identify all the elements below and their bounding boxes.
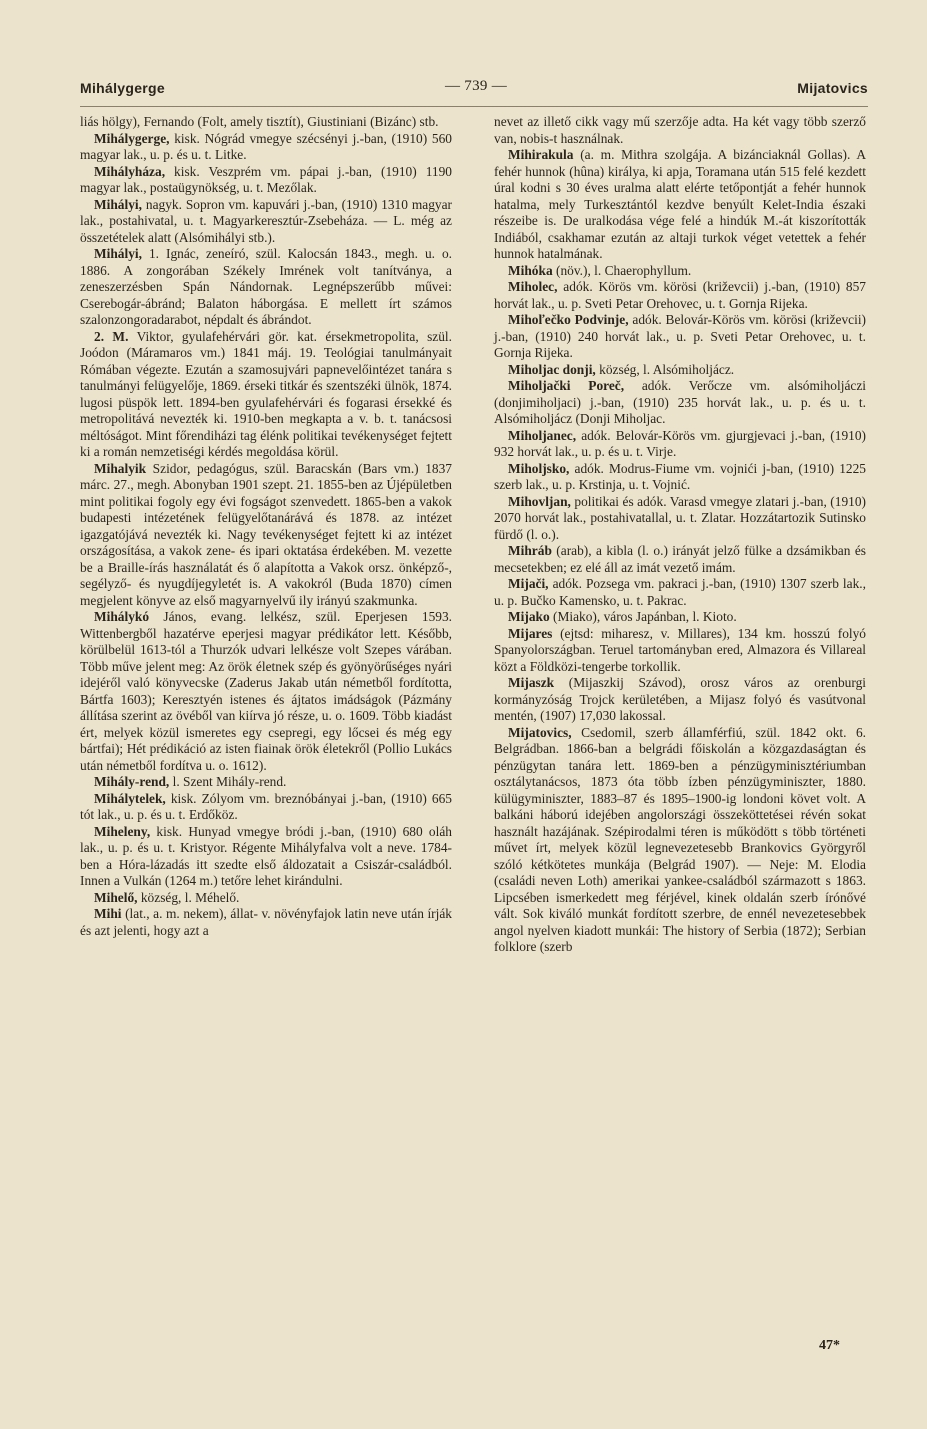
entry-headword: Miholec, xyxy=(508,279,558,294)
page-number: — 739 — xyxy=(444,78,508,94)
entry-headword: Mihóka xyxy=(508,262,553,278)
entry-headword: Mijares xyxy=(508,625,553,641)
entry-text: nagyk. Sopron vm. kapuvári j.-ban, (1910) 1310 magyar lak., postahivatal, u. t. Magyarkeresztúr-Zsebeháza. — L. még az összetételek alatt (Alsómihályi stb.). xyxy=(80,196,452,245)
dictionary-entry xyxy=(494,576,866,609)
entry-text: adók. Verőcze vm. alsómiholjáczi (donjimiholjaci) j.-ban, (1910) 235 horvát lak., u. p. és u. t. Alsómiholjácz (Donji Miholjac. xyxy=(494,378,866,426)
dictionary-entry xyxy=(80,114,452,131)
entry-text: kisk. Zólyom vm. breznóbányai j.-ban, (1910) 665 tót lak., u. p. és u. t. Erdőköz. xyxy=(80,790,452,822)
dictionary-entry xyxy=(80,774,452,791)
header-left-keyword: Mihálygerge xyxy=(80,80,165,96)
entry-text: (Miako), város Japánban, l. Kioto. xyxy=(549,609,737,624)
dictionary-entry xyxy=(494,609,866,626)
entry-text: adók. Belovár-Körös vm. körösi (križevcii) j.-ban, (1910) 240 horvát lak., u. p. Sveti Petar Orehovec, u. t. Gornja Rijeka. xyxy=(494,312,867,360)
dictionary-entry xyxy=(494,114,866,147)
entry-text: (növ.), l. Chaerophyllum. xyxy=(552,262,692,278)
entry-headword: Mijaszk xyxy=(508,675,555,690)
dictionary-entry xyxy=(494,263,866,280)
entry-headword: Mihovljan, xyxy=(508,493,571,509)
entry-headword: Mihály-rend, xyxy=(94,774,170,789)
entry-text: (a. m. Mithra szolgája. A bizánciaknál Gollas). A fehér hunnok (hûna) királya, ki apja, Toramana után 515 felé kezdett úral kodni s 30 éves uralma alatt elérte tetőpontját a fehér hunnok hatalma, mely Turkesztántól kezdve benyúlt Kelet-India északi részeibe is. De uralkodása vége felé a hindúk M.-át kiszorították Indiából, csakhamar ezután az altaji turkok véget vetettek a fehér hunnok hatalmának. xyxy=(494,147,866,261)
dictionary-entry xyxy=(80,246,452,329)
right-column xyxy=(494,114,866,956)
dictionary-entry xyxy=(80,461,452,610)
entry-text: kisk. Nógrád vmegye szécsényi j.-ban, (1910) 560 magyar lak., u. p. és u. t. Litke. xyxy=(80,130,452,162)
entry-headword: Mihálytelek, xyxy=(94,790,166,806)
dictionary-entry xyxy=(80,791,452,824)
dictionary-entry xyxy=(80,609,452,774)
dictionary-entry xyxy=(494,543,866,576)
entry-text: Viktor, gyulafehérvári gör. kat. érsekmetropolita, szül. Joódon (Máramaros vm.) 1841 máj. 19. Teológiai tanulmányait Rómában végezte. Ezután a szamosujvári papnevelőintézet tanára s tanulmányi felügyelője, 1869. érseki titkár és szentszéki ülnök, 1874. lugosi püspök lett. 1894-ben gyulafehérvári és fogarasi érsekké és metropolitává nevezték ki. 1910-ben megkapta a v. b. t. tanácsosi méltóságot. Mint főrendiházi tag élénk politikai tevékenységet fejtett ki a román nemzetiségi kérdés megoldása körül. xyxy=(80,328,452,459)
dictionary-entry xyxy=(494,626,866,676)
entry-text: 1. Ignác, zeneíró, szül. Kalocsán 1843., megh. u. o. 1886. A zongorában Székely Imrének volt tanítványa, a zeneszerzésben Spán Nándornak. Legnépszerűbb művei: Cserebogár-ábránd; Balaton háborgása. E mellett írt számos szalonzongoradarabot, népdalt és ábrándot. xyxy=(80,246,452,327)
signature-mark: 47* xyxy=(819,1338,840,1353)
dictionary-entry xyxy=(494,494,866,544)
left-column xyxy=(80,114,452,939)
dictionary-entry xyxy=(80,824,452,890)
entry-text: adók. Modrus-Fiume vm. vojnići j-ban, (1910) 1225 szerb lak., u. p. Krstinja, u. t. Vojnić. xyxy=(494,460,866,492)
entry-headword: Miholjački Poreč, xyxy=(508,378,625,393)
entry-text: Szidor, pedagógus, szül. Baracskán (Bars vm.) 1837 márc. 27., megh. Abonyban 1901 szept. 21. 1855-ben az Újépületben mint politikai fogoly egy évi fogságot szenvedett. 1865-ben a vakok budapesti intézetének felügyelőtanárává és 1878. az intézet igazgatójává nevezték ki. Nagy tevékenységet fejtett ki az intézet országosítása, a vakok zene- és ipari oktatása érdekében. M. vezette be a Braille-írás használatát és ő alapította a Vakok orsz. önképző-, segélyző- és nyugdíjegyletét is. A vakokról (Buda 1870) címen megjelent könyve az első magyarnyelvű ily irányú szakmunka. xyxy=(80,460,452,608)
entry-headword: Mihoľečko Podvinje, xyxy=(508,312,629,327)
dictionary-entry xyxy=(494,725,866,956)
entry-text: község, l. Alsómiholjácz. xyxy=(595,361,735,377)
entry-text: adók. Belovár-Körös vm. gjurgjevaci j.-ban, (1910) 932 horvát lak., u. p. és u. t. Virje. xyxy=(494,427,866,459)
dictionary-entry xyxy=(494,362,866,379)
entry-headword: Mihalyik xyxy=(94,460,147,476)
entry-headword: Mijako xyxy=(508,609,550,624)
entry-headword: Miholjsko, xyxy=(508,460,570,476)
entry-headword: Mihi xyxy=(94,906,122,921)
entry-text: nevet az illető cikk vagy mű szerzője adta. Ha két vagy több szerző van, nobis-t használnak. xyxy=(494,114,866,146)
entry-headword: Miheleny, xyxy=(94,823,151,839)
header-rule xyxy=(80,106,868,107)
dictionary-entry xyxy=(494,675,866,725)
dictionary-entry xyxy=(80,906,452,939)
entry-text: (Mijaszkij Szávod), orosz város az orenburgi kormányzóság Trojck kerületében, a Mijasz folyó és vasútvonal mentén, (1907) 17,030 lakossal. xyxy=(494,675,866,723)
entry-text: (arab), a kibla (l. o.) irányát jelző fülke a dzsámikban és mecsetekben; ez elé áll az imát vezető imám. xyxy=(494,543,866,575)
dictionary-entry xyxy=(80,890,452,907)
entry-text: liás hölgy), Fernando (Folt, amely tisztít), Giustiniani (Bizánc) stb. xyxy=(80,114,439,129)
entry-text: község, l. Méhelő. xyxy=(137,889,240,905)
entry-text: kisk. Hunyad vmegye bródi j.-ban, (1910) 680 oláh lak., u. p. és u. t. Kristyor. Régente Mihályfalva volt a neve. 1784-ben a Hóra-lázadás itt szedte első áldozatait a Csiszár-családból. Innen a Vulkán (1264 m.) tetőre lehet kirándulni. xyxy=(80,823,452,888)
entry-text: (ejtsd: miharesz, v. Millares), 134 km. hosszú folyó Spanyolországban. Teruel tartományban ered, Almazora és Villareal közt a Földközi-tengerbe torkollik. xyxy=(494,625,866,674)
entry-headword: Miholjac donji, xyxy=(508,361,596,377)
entry-text: politikai és adók. Varasd vmegye zlatari j.-ban, (1910) 2070 horvát lak., postahivatallal, u. t. Zlatar. Hozzátartozik Sutinsko fürdő (l. o.). xyxy=(494,493,866,542)
dictionary-entry xyxy=(80,329,452,461)
entry-headword: Mihályháza, xyxy=(94,163,166,179)
entry-headword: Mihelő, xyxy=(94,889,138,905)
entry-headword: Mihálykó xyxy=(94,609,150,624)
entry-text: Csedomil, szerb államférfiú, szül. 1842 okt. 6. Belgrádban. 1866-ban a belgrádi főiskolán a közgazdaságtan és pénzügytan tanára lett. 1869-ben a pénzügyminisztériumban osztálytanácsos, 1873 óta több ízben pénzügyminiszter, 1880. külügyminiszter, 1883–87 és 1895–1900-ig londoni követ volt. A balkáni háború idejében angolországi összeköttetései révén sokat használt hazájának. Szépirodalmi téren is működött s több történeti művet írt, melyek közül legnevezetesebb Brankovics Györgyről szóló kétkötetes munkája (Belgrád 1907). — Neje: M. Elodia (családi neven Loth) amerikai yankee-családból származott s 1863. Lipcsében ismerkedett meg férjével, kinek oldalán szerb írónővé vált. Sok kiváló munkát fordított szerbre, de ennél nevezetesebbek angol nyelven kiadott munkái: The history of Serbia (1872); Serbian folklore (szerb xyxy=(494,724,866,954)
dictionary-entry xyxy=(494,147,866,263)
entry-headword: Mijači, xyxy=(508,576,549,591)
entry-text: (lat., a. m. nekem), állat- v. növényfajok latin neve után írják és azt jelenti, hogy azt a xyxy=(80,906,452,938)
dictionary-entry xyxy=(494,428,866,461)
entry-headword: Mihirakula xyxy=(508,147,574,162)
entry-text: kisk. Veszprém vm. pápai j.-ban, (1910) 1190 magyar lak., postaügynökség, u. t. Mezőlak. xyxy=(80,163,452,195)
entry-text: adók. Pozsega vm. pakraci j.-ban, (1910) 1307 szerb lak., u. p. Bučko Kamensko, u. t. Pakrac. xyxy=(494,576,866,608)
entry-headword: Miholjanec, xyxy=(508,427,577,443)
entry-headword: 2. M. xyxy=(94,328,129,344)
entry-text: János, evang. lelkész, szül. Eperjesen 1593. Wittenbergből hazatérve eperjesi magyar prédikátor lett. Később, körülbelül 1613-tól a Thurzók udvari lelkésze volt Szepes várában. Több műve jelent meg: Az örök életnek szép és gyönyörűséges nyári idejéről való könyvecske (Zaderus Jakab után németből fordította, Bártfa 1603); Keresztyén istenes és ájtatos imádságok (Pázmány állítása szerint az övéből van kiírva jó része, u. o. 1609. Több kiadást ért, melyek közül ismeretes egy csepregi, egy lőcsei és még egy bártfai); Hét prédikáció az isten fiainak örök életekről (Pollio Lukács után németből fordítva u. o. 1612). xyxy=(80,609,452,773)
entry-headword: Mijatovics, xyxy=(508,724,572,740)
entry-headword: Mihályi, xyxy=(94,196,142,212)
dictionary-entry xyxy=(494,461,866,494)
dictionary-entry xyxy=(80,131,452,164)
dictionary-entry xyxy=(494,312,866,362)
dictionary-entry xyxy=(80,197,452,247)
page-header xyxy=(80,76,868,102)
entry-headword: Mihálygerge, xyxy=(94,130,170,146)
entry-headword: Mihályi, xyxy=(94,246,142,261)
dictionary-entry xyxy=(494,279,866,312)
entry-headword: Mihráb xyxy=(508,543,552,558)
dictionary-entry xyxy=(80,164,452,197)
entry-text: adók. Körös vm. körösi (križevcii) j.-ban, (1910) 857 horvát lak., u. p. Sveti Petar Orehovec, u. t. Gornja Rijeka. xyxy=(494,279,866,311)
header-right-keyword: Mijatovics xyxy=(797,80,868,96)
entry-text: l. Szent Mihály-rend. xyxy=(169,774,287,789)
dictionary-entry xyxy=(494,378,866,428)
